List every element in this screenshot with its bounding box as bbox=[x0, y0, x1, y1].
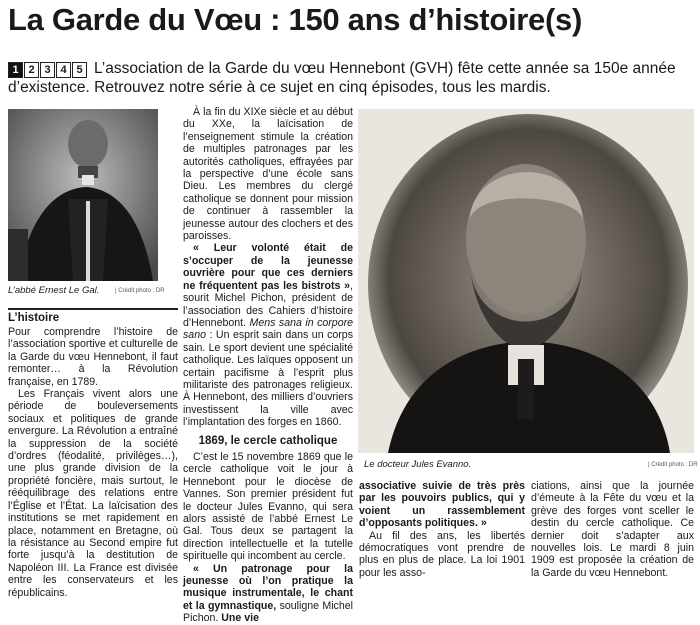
paragraph-text: souligne Michel Pichon. bbox=[183, 599, 353, 625]
photo-abbe bbox=[8, 109, 158, 281]
pager-item: 5 bbox=[72, 62, 87, 78]
pager-item: 1 bbox=[8, 62, 23, 78]
subheading: 1869, le cercle catholique bbox=[198, 434, 338, 447]
paragraph-text: , sourit Michel Pichon, président de l’association des Cahiers d’histoire d’Hennebont. bbox=[183, 279, 353, 329]
pull-quote: Une vie bbox=[221, 612, 259, 625]
paragraph: Pour comprendre l’histoire de l’association sportive et culturelle de la Garde du vœu Hennebont, il faut remonter… à la Révolution française, en 1789. bbox=[8, 326, 178, 388]
pager-item: 2 bbox=[24, 62, 39, 78]
paragraph: ciations, ainsi que la journée d’émeute à la Fête du vœu et la grève des forges vont sceller le destin du cercle catholique. Ce dernier doit s’adapter aux nouvelles lois. Le mardi 8 juin 1909 est proposée la création de la Garde du vœu Hennebont. bbox=[531, 480, 694, 579]
paragraph-text: : Un esprit sain dans un corps sain. Le sport devient une spécialité catholique. Les laïques opposent un certain pacifisme à l’esprit plus militariste des patronages religieux. À Hennebont, des milliers d’ouvriers investissent la ville avec l’implantation des forges en 1860. bbox=[183, 329, 353, 429]
section-heading-histoire: L’histoire bbox=[8, 308, 178, 324]
photo-docteur bbox=[358, 109, 694, 453]
column-2 bbox=[183, 106, 353, 625]
caption-abbe: L’abbé Ernest Le Gal. bbox=[8, 285, 100, 296]
pager-item: 3 bbox=[40, 62, 55, 78]
portrait-docteur-image bbox=[358, 109, 694, 453]
pull-quote: « Leur volonté était de s’occuper de la jeunesse ouvrière pour que ces derniers ne fréquentent pas les bistrots » bbox=[183, 242, 353, 292]
paragraph: À la fin du XIXe siècle et au début du XXe, la laïcisation de l’enseignement stimule la création de multiples patronages par les autorités catholiques, effrayées par la perspective d’une école sans Dieu. Les membres du clergé catholique se donnent pour mission de continuer à rassembler la jeunesse autour des clochers et des paroisses. bbox=[183, 106, 353, 243]
pull-quote: associative suivie de très près par les pouvoirs publics, qui y voient un rassemblement d’opposants politiques. » bbox=[359, 480, 525, 530]
pager-item: 4 bbox=[56, 62, 71, 78]
intro-paragraph: L’association de la Garde du vœu Hennebont (GVH) fête cette année sa 150e année d’existence. Retrouvez notre série à ce sujet en cinq épisodes, tous les mardis. bbox=[8, 60, 676, 96]
paragraph: C’est le 15 novembre 1869 que le cercle catholique voit le jour à Hennebont pour le diocèse de Vannes. Son premier président fut le docteur Jules Evanno, qui sera alors assisté de l’abbé Ernest Le Gal. Tous deux se partagent la direction intellectuelle et la tutelle spirituelle qui incombent au cercle. bbox=[183, 450, 353, 563]
episode-pager bbox=[8, 62, 88, 78]
latin-motto: Mens sana in corpore sano bbox=[183, 316, 354, 342]
column-3 bbox=[359, 480, 525, 579]
credit-abbe: | Crédit photo : DR bbox=[115, 288, 165, 294]
credit-docteur: | Crédit photo : DR bbox=[648, 462, 698, 468]
paragraph: Au fil des ans, les libertés démocratiques vont prendre de plus en plus de place. La loi 1901 pour les asso- bbox=[359, 529, 525, 579]
paragraph: Les Français vivent alors une période de bouleversements sociaux et politiques de grande envergure. La Révolution a entraîné la suppression de la société d’ordres (féodalité, privilèges…), une plus grande division de la propriété foncière, mais surtout, le rééquilibrage des relations entre l’Église et l’État. La laïcisation des institutions se met rapidement en place, notamment en Bretagne, où la résistance au Second empire fut forte jusqu’à la destitution de Napoléon III. La France est divisée entre les conservateurs et les républicains. bbox=[8, 388, 178, 599]
portrait-abbe-image bbox=[8, 109, 158, 281]
column-4 bbox=[531, 480, 694, 579]
pull-quote: « Un patronage pour la jeunesse où l’on pratique la musique instrumentale, le chant et la gymnastique, bbox=[183, 562, 353, 612]
headline: La Garde du Vœu : 150 ans d’histoire(s) bbox=[8, 2, 582, 37]
column-1 bbox=[8, 326, 178, 599]
caption-docteur: Le docteur Jules Evanno. bbox=[364, 459, 472, 470]
